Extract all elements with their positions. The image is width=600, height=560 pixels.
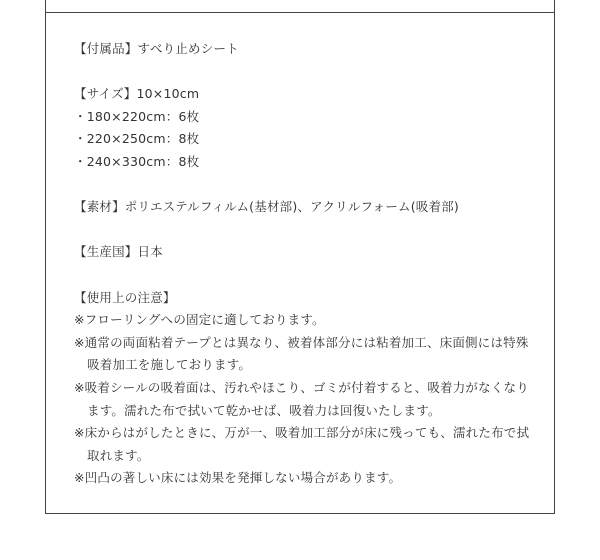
accessory-text: 【付属品】すべり止めシート — [74, 41, 239, 56]
note-item: ※フローリングへの固定に適しております。 — [74, 312, 325, 328]
material-text: 【素材】ポリエステルフィルム(基材部)、アクリルフォーム(吸着部) — [74, 199, 459, 215]
note-item: ※凹凸の著しい床には効果を発揮しない場合があります。 — [74, 470, 402, 486]
notes-heading: 【使用上の注意】 — [74, 289, 176, 305]
size-item: ・180×220cm：6枚 — [74, 108, 200, 124]
note-item: ※通常の両面粘着テープとは異なり、被着体部分には粘着加工、床面側には特殊吸着加工を施しております。 — [74, 334, 529, 373]
origin-text: 【生産国】日本 — [74, 244, 163, 260]
size-heading: 【サイズ】10×10cm — [74, 86, 200, 102]
note-item: ※床からはがしたときに、万が一、吸着加工部分が床に残っても、濡れた布で拭取れます。 — [74, 425, 530, 463]
size-item: ・220×250cm：8枚 — [74, 131, 200, 147]
spec-content — [74, 38, 536, 490]
note-item: ※吸着シールの吸着面は、汚れやほこり、ゴミが付着すると、吸着力がなくなります。濡れた布で拭いて乾かせば、吸着力は回復いたします。 — [74, 379, 529, 418]
size-item: ・240×330cm：8枚 — [74, 153, 200, 169]
